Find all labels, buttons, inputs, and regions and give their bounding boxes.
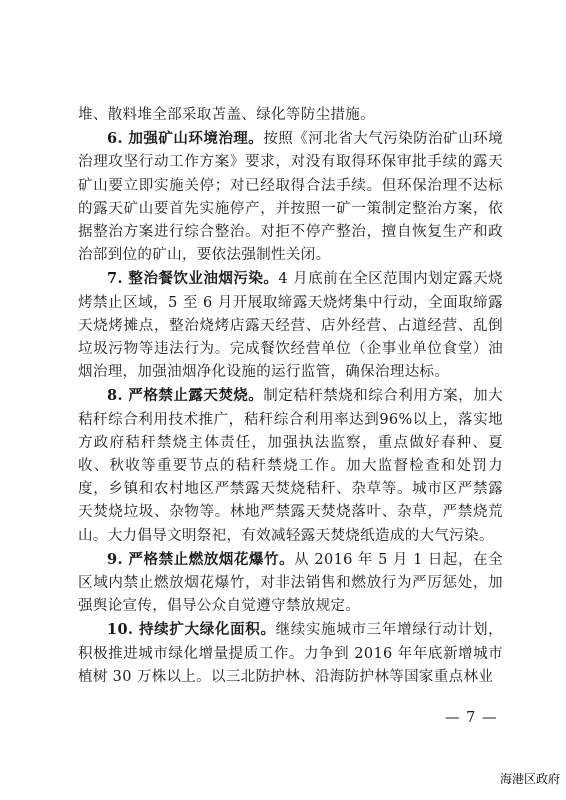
watermark: 海港区政府 (500, 772, 561, 786)
paragraph (78, 127, 503, 267)
paragraph (78, 548, 503, 619)
paragraph-text: 4 月底前在全区范围内划定露天烧烤禁止区域，5 至 6 月开展取缔露天烧烤集中行动，全面取缔露天烧烤摊点，整治烧烤店露天经营、店外经营、占道经营、乱倒垃圾污物等违法行为。完成餐饮经营单位（企事业单位食堂）油烟治理，加强油烟净化设施的运行监管，确保治理达标。 (78, 271, 503, 381)
paragraph-heading: 7. 整治餐饮业油烟污染。 (107, 270, 279, 288)
paragraph-text: 堆、散料堆全部采取苫盖、绿化等防尘措施。 (78, 107, 375, 123)
paragraph (78, 618, 503, 689)
paragraph-text: 制定秸秆禁烧和综合利用方案，加大秸秆综合利用技术推广，秸秆综合利用率达到96%以上，落实地方政府秸秆禁烧主体责任，加强执法监察，重点做好春种、夏收、秋收等重要节点的秸秆禁烧工作。加大监督检查和处罚力度，乡镇和农村地区严禁露天焚烧秸秆、杂草等。城市区严禁露天焚烧垃圾、杂物等。林地严禁露天焚烧落叶、杂草，严禁烧荒山。大力倡导文明祭祀，有效减轻露天焚烧纸造成的大气污染。 (78, 388, 503, 544)
paragraph-text: 继续实施城市三年增绿行动计划，积极推进城市绿化增量提质工作。力争到 2016 年年底新增城市植树 30 万株以上。以三北防护林、沿海防护林等国家重点林业 (78, 622, 503, 685)
paragraph-heading: 6. 加强矿山环境治理。 (107, 130, 264, 148)
paragraph-text: 从 2016 年 5 月 1 日起，在全区域内禁止燃放烟花爆竹，对非法销售和燃放行为严厉惩处，加强舆论宣传，倡导公众自觉遵守禁放规定。 (78, 551, 503, 615)
paragraph-heading: 9. 严格禁止燃放烟花爆竹。 (107, 550, 295, 568)
paragraph (78, 267, 503, 384)
document-body (78, 104, 503, 689)
paragraph (78, 104, 503, 127)
page-number: — 7 — (445, 710, 498, 726)
paragraph-heading: 10. 持续扩大绿化面积。 (107, 621, 276, 639)
paragraph-heading: 8. 严格禁止露天焚烧。 (107, 387, 264, 405)
paragraph (78, 384, 503, 547)
paragraph-text: 按照《河北省大气污染防治矿山环境治理攻坚行动工作方案》要求，对没有取得环保审批手续的露天矿山要立即实施关停；对已经取得合法手续。但环保治理不达标的露天矿山要首先实施停产，并按照一矿一策制定整治方案，依据整治方案进行综合整治。对拒不停产整治，擅自恢复生产和政治部到位的矿山，要依法强制性关闭。 (78, 131, 503, 264)
